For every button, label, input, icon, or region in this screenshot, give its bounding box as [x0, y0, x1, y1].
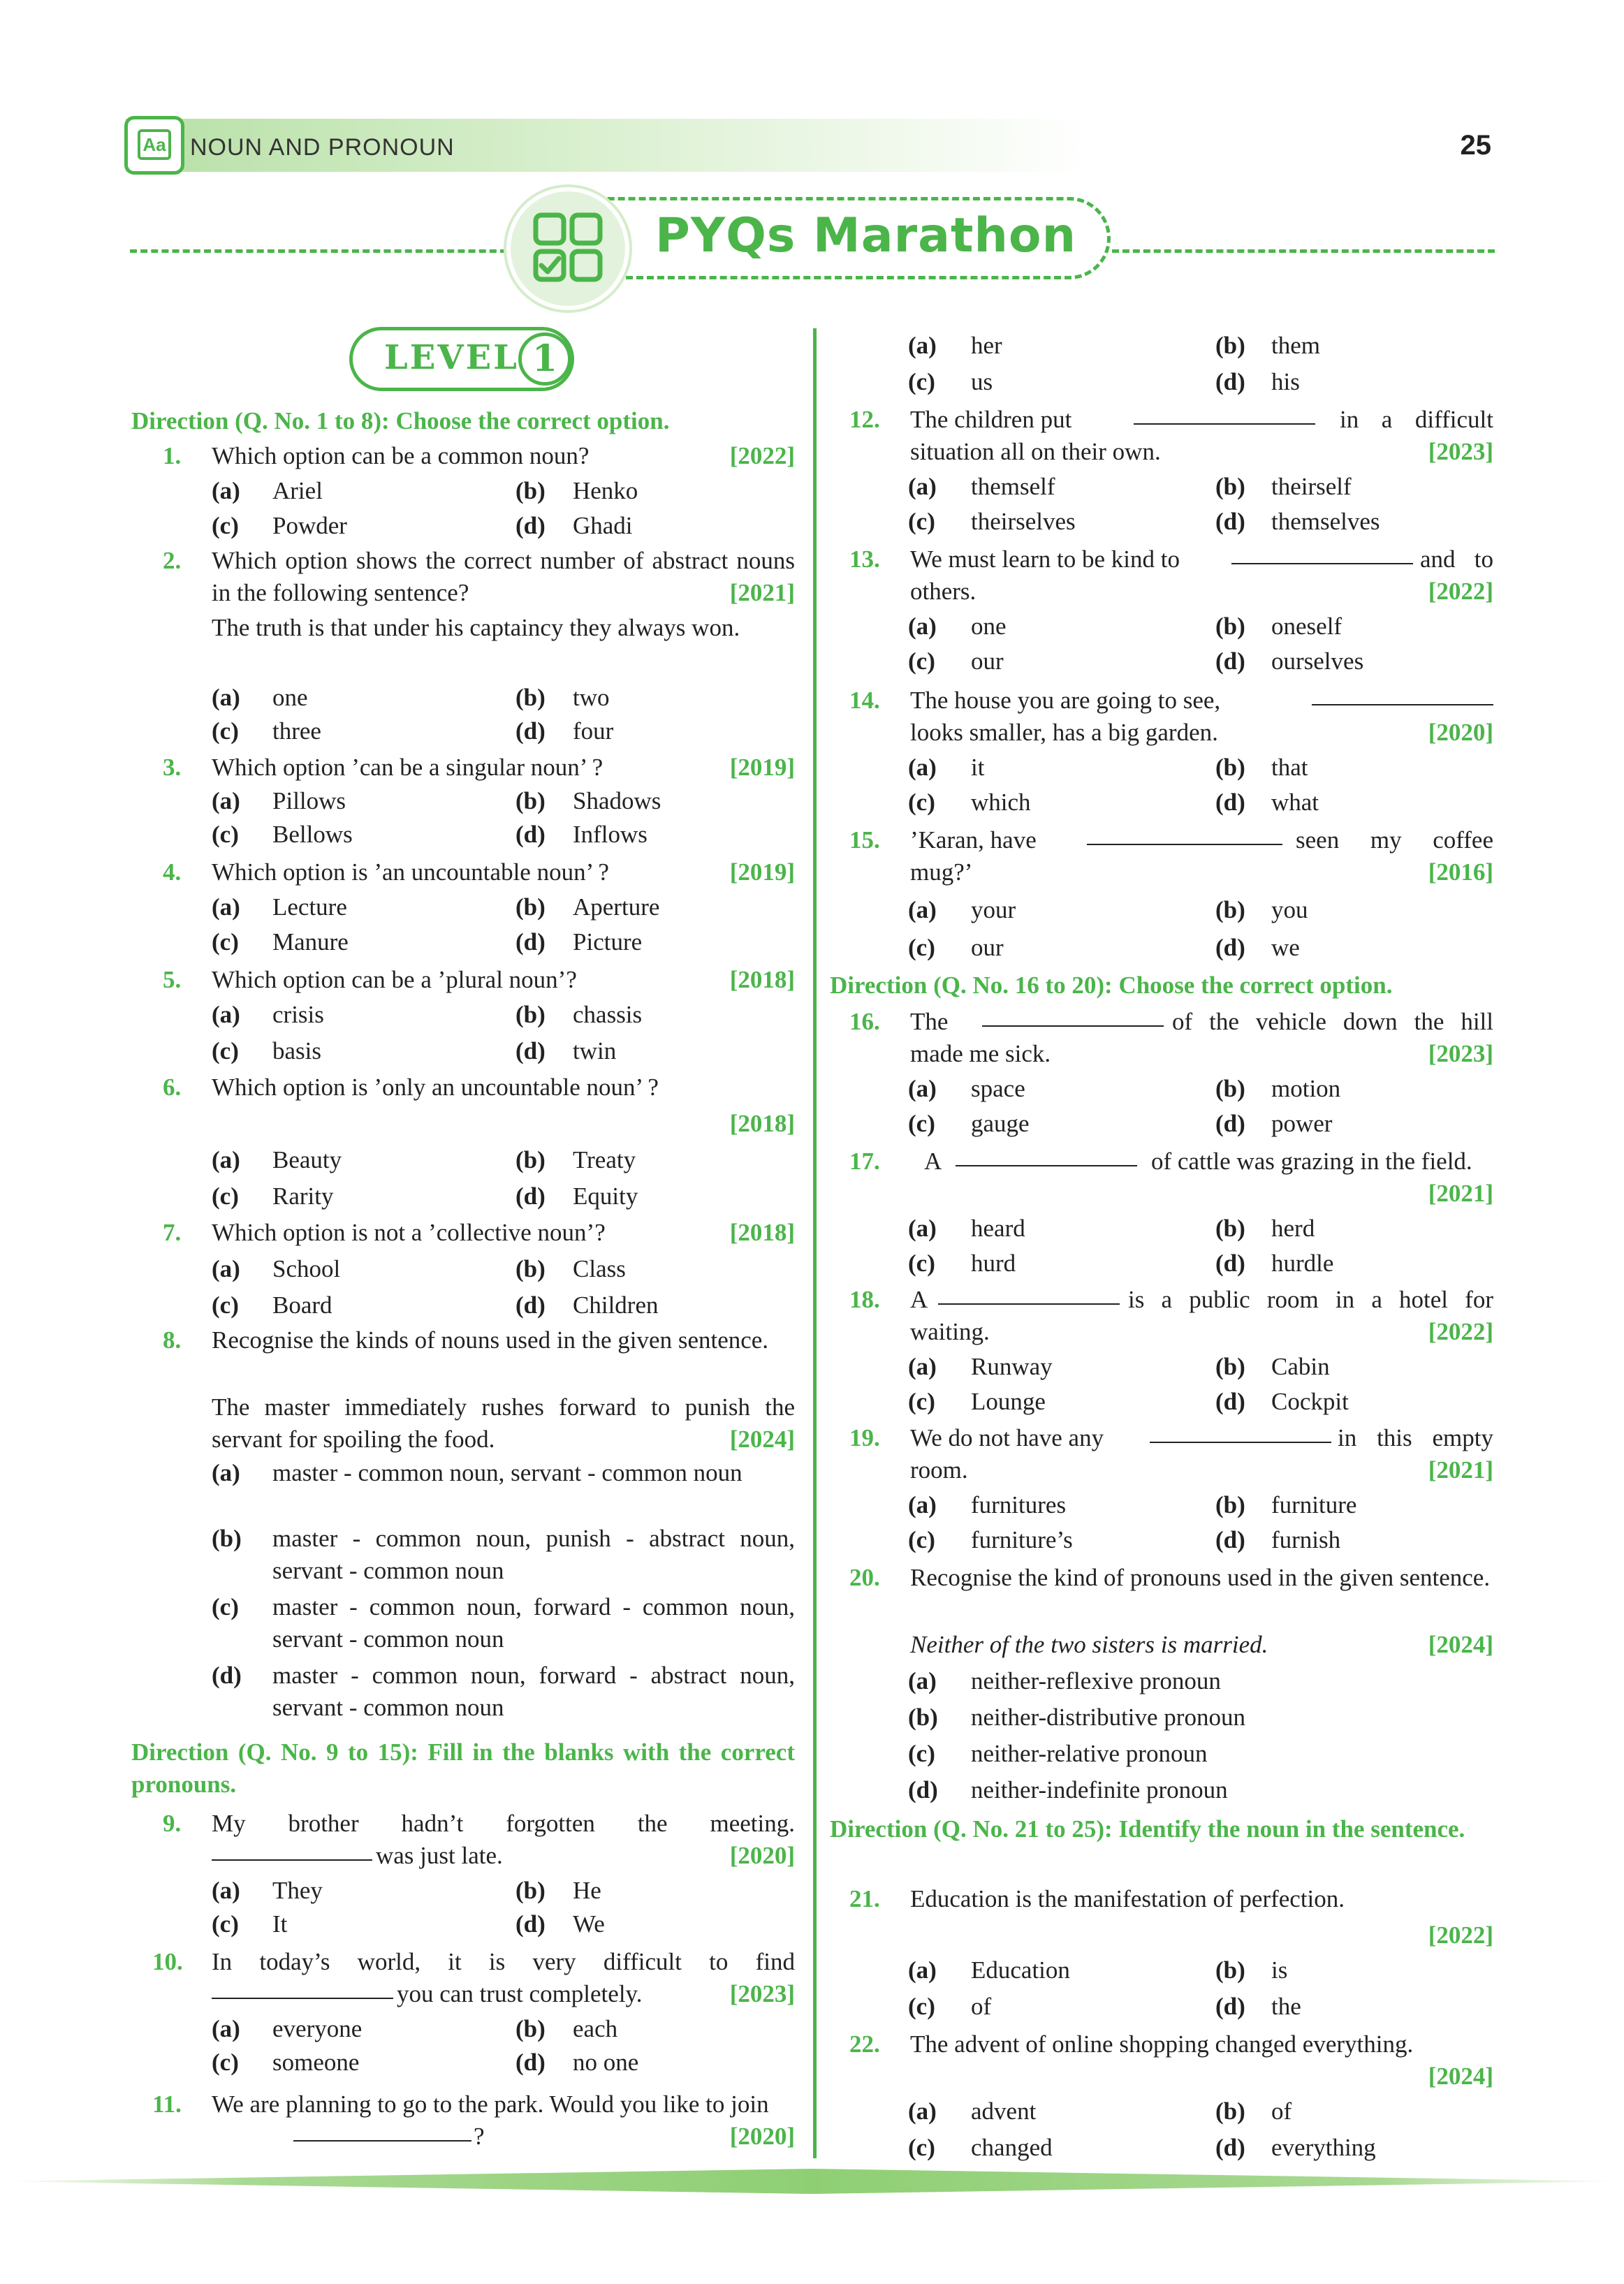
option-text: twin	[573, 1037, 617, 1064]
year-tag: [2018]	[729, 1219, 795, 1246]
option-label: (b)	[515, 1146, 546, 1173]
option-text: everything	[1271, 2134, 1376, 2161]
option-label: (d)	[515, 928, 546, 956]
question-text: We must learn to be kind to	[910, 546, 1180, 573]
option-label: (d)	[1215, 789, 1245, 816]
option-text: everyone	[272, 2015, 363, 2042]
option-label: (a)	[212, 477, 240, 504]
question-continuation: of the vehicle down the hill made me sick.	[910, 1008, 1493, 1067]
option-label: (c)	[908, 1388, 935, 1415]
year-tag: [2022]	[1428, 578, 1493, 605]
option-label: (a)	[908, 754, 937, 781]
option-label: (a)	[212, 1001, 240, 1028]
option-label: (c)	[212, 1593, 239, 1620]
option-text: advent	[971, 2098, 1037, 2125]
option-text: Runway	[971, 1353, 1053, 1380]
question-number: 21.	[849, 1885, 880, 1912]
option-text: Aperture	[573, 893, 660, 921]
banner-dash-right	[1112, 249, 1495, 253]
option-text: Shadows	[573, 787, 661, 814]
option-text: master - common noun, forward - common noun, servant - common noun	[272, 1593, 795, 1653]
question-text: The advent of online shopping changed everything.	[910, 2030, 1414, 2058]
option-text: her	[971, 332, 1002, 359]
option-text: of	[971, 1993, 992, 2020]
option-text: He	[573, 1877, 601, 1904]
question-number: 7.	[163, 1219, 182, 1246]
option-label: (c)	[212, 717, 239, 745]
question-text: Recognise the kind of pronouns used in the given sentence.	[910, 1564, 1491, 1591]
banner-dash-left	[130, 249, 507, 253]
year-tag: [2018]	[729, 966, 795, 993]
option-text: Manure	[272, 928, 349, 956]
option-label: (c)	[212, 2049, 239, 2076]
year-tag: [2021]	[1428, 1456, 1493, 1484]
option-text: neither-indefinite pronoun	[971, 1776, 1228, 1803]
question-text: Which option is not a ’collective noun’?	[212, 1219, 606, 1246]
option-text: theirself	[1271, 473, 1352, 500]
year-tag: [2022]	[1428, 1318, 1493, 1345]
question-continuation: you can trust completely.	[397, 1980, 643, 2007]
option-label: (d)	[1215, 934, 1245, 961]
question-continuation: seen my coffee mug?’	[910, 826, 1493, 886]
option-label: (a)	[908, 896, 937, 923]
question-text: Which option can be a common noun?	[212, 442, 590, 469]
question-number: 18.	[849, 1286, 880, 1313]
option-label: (d)	[212, 1662, 242, 1689]
option-label: (b)	[1215, 1215, 1245, 1242]
option-text: motion	[1271, 1075, 1341, 1102]
question-text: A	[924, 1148, 942, 1175]
question-number: 9.	[163, 1810, 182, 1837]
year-tag: [2021]	[729, 579, 795, 606]
question-text: Which option shows the correct number of abstract nouns in the following sentence?	[212, 547, 795, 606]
option-text: Lecture	[272, 893, 347, 921]
option-label: (a)	[212, 893, 240, 921]
option-text: Ghadi	[573, 512, 633, 539]
option-label: (a)	[908, 332, 937, 359]
option-label: (d)	[1215, 368, 1245, 395]
option-label: (c)	[908, 1250, 935, 1277]
question-text: Which option can be a ’plural noun’?	[212, 966, 577, 993]
answer-blank	[212, 1978, 393, 1999]
option-label: (a)	[908, 613, 937, 640]
question-text: A	[910, 1286, 928, 1313]
question-text: My brother hadn’t forgotten the meeting.	[212, 1810, 795, 1837]
option-text: gauge	[971, 1110, 1030, 1137]
option-label: (b)	[515, 787, 546, 814]
option-label: (c)	[212, 1291, 239, 1319]
option-label: (c)	[908, 647, 935, 675]
chapter-title: NOUN AND PRONOUN	[190, 134, 455, 161]
question-number: 12.	[849, 406, 880, 433]
option-label: (c)	[908, 508, 935, 535]
option-text: Henko	[573, 477, 638, 504]
option-label: (c)	[212, 1183, 239, 1210]
option-label: (d)	[515, 1037, 546, 1064]
option-text: master - common noun, servant - common noun	[272, 1459, 742, 1486]
year-tag: [2022]	[729, 442, 795, 469]
option-text: Board	[272, 1291, 332, 1319]
option-label: (d)	[1215, 508, 1245, 535]
answer-blank	[293, 2121, 471, 2142]
option-text: his	[1271, 368, 1300, 395]
answer-blank	[1312, 685, 1493, 705]
option-label: (b)	[515, 893, 546, 921]
option-label: (b)	[1215, 896, 1245, 923]
option-text: ourselves	[1271, 647, 1364, 675]
question-number: 6.	[163, 1074, 182, 1101]
year-tag: [2024]	[1428, 1631, 1493, 1658]
option-label: (b)	[1215, 1956, 1245, 1984]
question-number: 2.	[163, 547, 182, 574]
option-text: that	[1271, 754, 1308, 781]
option-text: Powder	[272, 512, 347, 539]
option-text: furnish	[1271, 1526, 1341, 1553]
option-label: (a)	[212, 1255, 240, 1282]
option-text: Cockpit	[1271, 1388, 1349, 1415]
option-text: chassis	[573, 1001, 643, 1028]
question-text: The children put	[910, 406, 1072, 433]
option-label: (a)	[212, 1877, 240, 1904]
option-text: basis	[272, 1037, 321, 1064]
option-text: Inflows	[573, 821, 648, 848]
question-sentence: Neither of the two sisters is married.	[910, 1631, 1268, 1658]
option-text: your	[971, 896, 1016, 923]
question-number: 5.	[163, 966, 182, 993]
option-text: Picture	[573, 928, 643, 956]
option-text: herd	[1271, 1215, 1315, 1242]
year-tag: [2020]	[729, 2123, 795, 2150]
question-number: 20.	[849, 1564, 880, 1591]
question-number: 8.	[163, 1326, 182, 1354]
option-text: which	[971, 789, 1031, 816]
option-label: (d)	[1215, 1388, 1245, 1415]
level-label: LEVEL	[384, 338, 519, 377]
option-label: (b)	[515, 477, 546, 504]
option-text: crisis	[272, 1001, 324, 1028]
option-label: (b)	[1215, 613, 1245, 640]
year-tag: [2023]	[729, 1980, 795, 2007]
option-text: one	[272, 684, 308, 711]
option-text: School	[272, 1255, 341, 1282]
year-tag: [2021]	[1428, 1180, 1493, 1207]
option-label: (c)	[908, 934, 935, 961]
option-text: power	[1271, 1110, 1333, 1137]
option-text: furniture’s	[971, 1526, 1073, 1553]
question-number: 22.	[849, 2030, 880, 2058]
option-text: changed	[971, 2134, 1053, 2161]
option-label: (d)	[1215, 1526, 1245, 1553]
question-number: 15.	[849, 826, 880, 854]
column-divider	[813, 328, 817, 2158]
option-label: (a)	[908, 1667, 937, 1694]
option-label: (b)	[1215, 2098, 1245, 2125]
option-text: each	[573, 2015, 618, 2042]
question-number: 4.	[163, 858, 182, 886]
option-text: it	[971, 754, 985, 781]
option-label: (b)	[1215, 754, 1245, 781]
option-label: (c)	[908, 1526, 935, 1553]
direction-heading: Direction (Q. No. 21 to 25): Identify the noun in the sentence.	[830, 1815, 1465, 1843]
option-text: Class	[573, 1255, 626, 1282]
question-number: 10.	[152, 1948, 183, 1975]
question-number: 19.	[849, 1424, 880, 1451]
option-label: (a)	[908, 1353, 937, 1380]
option-label: (a)	[908, 1956, 937, 1984]
option-label: (b)	[1215, 1353, 1245, 1380]
option-text: Lounge	[971, 1388, 1046, 1415]
option-text: them	[1271, 332, 1320, 359]
option-text: Beauty	[272, 1146, 342, 1173]
year-tag: [2023]	[1428, 1040, 1493, 1067]
option-label: (a)	[212, 684, 240, 711]
option-label: (a)	[212, 2015, 240, 2042]
question-continuation: was just late.	[376, 1842, 503, 1869]
option-text: Bellows	[272, 821, 353, 848]
option-text: three	[272, 717, 321, 745]
option-label: (a)	[908, 1215, 937, 1242]
option-text: is	[1271, 1956, 1288, 1984]
option-label: (c)	[908, 1110, 935, 1137]
option-text: our	[971, 647, 1004, 675]
option-text: us	[971, 368, 993, 395]
option-text: master - common noun, forward - abstract noun, servant - common noun	[272, 1662, 795, 1721]
page-number: 25	[1460, 130, 1491, 161]
question-number: 11.	[152, 2091, 182, 2118]
option-text: Children	[573, 1291, 659, 1319]
option-label: (a)	[908, 1075, 937, 1102]
option-label: (a)	[908, 473, 937, 500]
question-number: 14.	[849, 687, 880, 714]
option-label: (b)	[515, 1255, 546, 1282]
option-label: (b)	[1215, 332, 1245, 359]
option-text: two	[573, 684, 610, 711]
option-text: It	[272, 1910, 288, 1938]
answer-blank	[212, 1840, 372, 1861]
option-label: (c)	[908, 1993, 935, 2020]
question-text: Which option ’can be a singular noun’ ?	[212, 754, 603, 781]
question-text: Recognise the kinds of nouns used in the given sentence.	[212, 1326, 769, 1354]
year-tag: [2020]	[1428, 719, 1493, 746]
question-number: 16.	[849, 1008, 880, 1035]
question-text: Education is the manifestation of perfection.	[910, 1885, 1345, 1912]
year-tag: [2020]	[729, 1842, 795, 1869]
option-label: (b)	[515, 1877, 546, 1904]
option-label: (d)	[908, 1776, 938, 1803]
option-label: (b)	[908, 1704, 938, 1731]
option-text: the	[1271, 1993, 1301, 2020]
year-tag: [2024]	[729, 1426, 795, 1453]
question-continuation: in this empty room.	[910, 1424, 1493, 1484]
option-text: Education	[971, 1956, 1070, 1984]
option-label: (d)	[515, 512, 546, 539]
option-text: our	[971, 934, 1004, 961]
option-label: (c)	[212, 1910, 239, 1938]
option-text: They	[272, 1877, 323, 1904]
question-sentence: The master immediately rushes forward to punish the servant for spoiling the food.	[212, 1393, 795, 1453]
option-text: Rarity	[272, 1183, 334, 1210]
year-tag: [2016]	[1428, 858, 1493, 886]
option-label: (d)	[1215, 1250, 1245, 1277]
option-label: (a)	[908, 2098, 937, 2125]
option-label: (d)	[515, 1291, 546, 1319]
question-sentence: The truth is that under his captaincy they always won.	[212, 614, 740, 641]
option-label: (d)	[1215, 1110, 1245, 1137]
option-label: (b)	[1215, 1075, 1245, 1102]
option-label: (c)	[908, 789, 935, 816]
option-label: (a)	[212, 1146, 240, 1173]
option-text: themself	[971, 473, 1055, 500]
option-label: (c)	[908, 368, 935, 395]
option-label: (d)	[1215, 2134, 1245, 2161]
year-tag: [2022]	[1428, 1921, 1493, 1949]
option-label: (d)	[515, 821, 546, 848]
question-text: Which option is ’only an uncountable noun’ ?	[212, 1074, 659, 1101]
question-text: The	[910, 1008, 949, 1035]
option-text: of	[1271, 2098, 1292, 2125]
year-tag: [2019]	[729, 754, 795, 781]
level-number: 1	[518, 332, 571, 386]
option-label: (b)	[212, 1525, 242, 1552]
question-number: 13.	[849, 546, 880, 573]
option-text: no one	[573, 2049, 639, 2076]
option-text: Equity	[573, 1183, 638, 1210]
question-number: 17.	[849, 1148, 880, 1175]
option-label: (d)	[515, 1910, 546, 1938]
question-text: In today’s world, it is very difficult to find	[212, 1948, 795, 1975]
direction-heading: Direction (Q. No. 1 to 8): Choose the correct option.	[131, 407, 670, 434]
option-text: Ariel	[272, 477, 323, 504]
option-label: (d)	[515, 2049, 546, 2076]
option-text: neither-distributive pronoun	[971, 1704, 1245, 1731]
option-label: (c)	[212, 821, 239, 848]
option-text: Pillows	[272, 787, 346, 814]
option-text: what	[1271, 789, 1319, 816]
question-continuation: of cattle was grazing in the field.	[1151, 1148, 1472, 1175]
option-text: heard	[971, 1215, 1025, 1242]
option-text: four	[573, 717, 614, 745]
option-label: (d)	[515, 717, 546, 745]
direction-heading: Direction (Q. No. 16 to 20): Choose the correct option.	[830, 972, 1393, 999]
option-text: hurdle	[1271, 1250, 1334, 1277]
question-continuation: and to others.	[910, 546, 1493, 605]
option-text: Cabin	[1271, 1353, 1330, 1380]
question-text: The house you are going to see,	[910, 687, 1221, 714]
question-number: 3.	[163, 754, 182, 781]
question-continuation: is a public room in a hotel for waiting.	[910, 1286, 1493, 1345]
option-label: (d)	[515, 1183, 546, 1210]
option-text: furniture	[1271, 1491, 1357, 1518]
logo-text: Aa	[138, 129, 171, 160]
footer-band	[0, 2169, 1624, 2194]
option-text: master - common noun, punish - abstract noun, servant - common noun	[272, 1525, 795, 1584]
option-text: We	[573, 1910, 605, 1938]
option-label: (a)	[908, 1491, 937, 1518]
option-text: theirselves	[971, 508, 1076, 535]
option-label: (c)	[212, 512, 239, 539]
option-text: neither-relative pronoun	[971, 1740, 1208, 1767]
option-text: space	[971, 1075, 1025, 1102]
question-number: 1.	[163, 442, 182, 469]
option-label: (c)	[908, 1740, 935, 1767]
checklist-icon	[506, 187, 629, 310]
question-continuation: in a difficult situation all on their own.	[910, 406, 1493, 465]
option-label: (b)	[515, 1001, 546, 1028]
banner-title: PYQs Marathon	[655, 208, 1077, 263]
option-text: neither-reflexive pronoun	[971, 1667, 1221, 1694]
option-label: (a)	[212, 787, 240, 814]
year-tag: [2024]	[1428, 2063, 1493, 2090]
question-text: We are planning to go to the park. Would you like to join	[212, 2091, 769, 2118]
option-label: (b)	[515, 2015, 546, 2042]
direction-heading: Direction (Q. No. 9 to 15): Fill in the blanks with the correct pronouns.	[131, 1738, 795, 1798]
year-tag: [2023]	[1428, 438, 1493, 465]
option-label: (a)	[212, 1459, 240, 1486]
option-label: (d)	[1215, 1993, 1245, 2020]
option-text: one	[971, 613, 1007, 640]
question-text: ’Karan, have	[910, 826, 1037, 854]
question-continuation: looks smaller, has a big garden.	[910, 719, 1218, 746]
option-label: (c)	[212, 928, 239, 956]
option-text: hurd	[971, 1250, 1016, 1277]
option-text: furnitures	[971, 1491, 1067, 1518]
question-text: We do not have any	[910, 1424, 1104, 1451]
question-continuation: ?	[474, 2123, 485, 2150]
question-text: Which option is ’an uncountable noun’ ?	[212, 858, 609, 886]
year-tag: [2019]	[729, 858, 795, 886]
option-text: oneself	[1271, 613, 1343, 640]
option-label: (d)	[1215, 647, 1245, 675]
option-text: themselves	[1271, 508, 1380, 535]
year-tag: [2018]	[729, 1110, 795, 1137]
chapter-logo-icon	[124, 116, 184, 175]
option-text: we	[1271, 934, 1300, 961]
option-label: (b)	[1215, 1491, 1245, 1518]
option-text: Treaty	[573, 1146, 636, 1173]
option-label: (c)	[212, 1037, 239, 1064]
option-label: (c)	[908, 2134, 935, 2161]
option-text: you	[1271, 896, 1308, 923]
option-text: someone	[272, 2049, 360, 2076]
option-label: (b)	[515, 684, 546, 711]
option-label: (b)	[1215, 473, 1245, 500]
